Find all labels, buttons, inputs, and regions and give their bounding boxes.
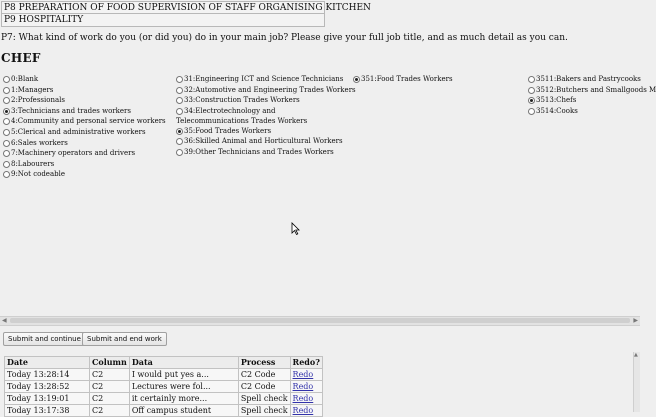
radio-icon[interactable] bbox=[176, 76, 183, 83]
option-label: 351:Food Trades Workers bbox=[361, 75, 453, 83]
redo-link[interactable]: Redo bbox=[292, 394, 314, 403]
cell-data: Lectures were fol... bbox=[129, 381, 238, 393]
scroll-left-icon[interactable]: ◀ bbox=[2, 317, 7, 324]
option-label: 3511:Bakers and Pastrycooks bbox=[536, 75, 641, 83]
radio-icon[interactable] bbox=[528, 87, 535, 94]
header-date: Date bbox=[5, 357, 90, 369]
option-item[interactable] bbox=[176, 85, 356, 96]
minor-group-options bbox=[353, 74, 523, 85]
option-item[interactable] bbox=[3, 138, 173, 149]
sub-major-group-options bbox=[176, 74, 356, 158]
option-label: 33:Construction Trades Workers bbox=[184, 96, 300, 105]
option-item[interactable] bbox=[176, 106, 346, 126]
header-process: Process bbox=[238, 357, 290, 369]
scroll-right-icon[interactable]: ▶ bbox=[633, 317, 638, 324]
cell-process: C2 Code bbox=[238, 369, 290, 381]
header-data: Data bbox=[129, 357, 238, 369]
radio-icon[interactable] bbox=[176, 87, 183, 94]
option-item[interactable] bbox=[176, 126, 346, 137]
option-item[interactable] bbox=[3, 169, 173, 180]
redo-link[interactable]: Redo bbox=[292, 406, 314, 415]
table-row bbox=[5, 381, 323, 393]
cell-date: Today 13:28:14 bbox=[5, 369, 90, 381]
major-group-options bbox=[3, 74, 173, 180]
radio-icon[interactable] bbox=[3, 129, 10, 136]
option-label: 36:Skilled Animal and Horticultural Workers bbox=[184, 137, 343, 146]
option-label: 8:Labourers bbox=[11, 159, 55, 168]
option-item[interactable] bbox=[176, 95, 346, 106]
radio-selected-icon[interactable] bbox=[528, 97, 535, 104]
cell-column: C2 bbox=[90, 405, 130, 417]
option-item[interactable] bbox=[3, 106, 173, 117]
option-label: 32:Automotive and Engineering Trades Workers bbox=[184, 85, 356, 94]
option-label: 3:Technicians and trades workers bbox=[11, 106, 131, 115]
cell-data: I would put yes a... bbox=[129, 369, 238, 381]
header-column: Column bbox=[90, 357, 130, 369]
radio-icon[interactable] bbox=[3, 140, 10, 147]
cell-data: Off campus student bbox=[129, 405, 238, 417]
scroll-thumb[interactable] bbox=[10, 318, 630, 323]
vertical-scrollbar[interactable] bbox=[633, 352, 640, 412]
option-label: 0:Blank bbox=[11, 75, 39, 83]
cell-date: Today 13:17:38 bbox=[5, 405, 90, 417]
option-label: 5:Clerical and administrative workers bbox=[11, 127, 146, 136]
radio-selected-icon[interactable] bbox=[176, 128, 183, 135]
answer-text: CHEF bbox=[1, 51, 41, 65]
option-item[interactable] bbox=[176, 147, 346, 158]
option-item[interactable] bbox=[3, 95, 173, 106]
cell-column: C2 bbox=[90, 369, 130, 381]
option-label: 6:Sales workers bbox=[11, 138, 68, 147]
cell-data: it certainly more... bbox=[129, 393, 238, 405]
option-label: 2:Professionals bbox=[11, 96, 65, 105]
table-row bbox=[5, 405, 323, 417]
option-label: 9:Not codeable bbox=[11, 170, 65, 179]
option-label: 35:Food Trades Workers bbox=[184, 126, 272, 135]
option-label: 39:Other Technicians and Trades Workers bbox=[184, 147, 334, 156]
horizontal-scrollbar[interactable] bbox=[0, 316, 640, 326]
radio-selected-icon[interactable] bbox=[3, 108, 10, 115]
cell-date: Today 13:19:01 bbox=[5, 393, 90, 405]
option-item[interactable] bbox=[353, 74, 523, 85]
redo-link[interactable]: Redo bbox=[292, 370, 314, 379]
cell-date: Today 13:28:52 bbox=[5, 381, 90, 393]
radio-icon[interactable] bbox=[176, 149, 183, 156]
header-redo: Redo? bbox=[290, 357, 322, 369]
table-row bbox=[5, 369, 323, 381]
cell-column: C2 bbox=[90, 381, 130, 393]
radio-selected-icon[interactable] bbox=[353, 76, 360, 83]
unit-group-options bbox=[528, 74, 656, 116]
option-label: 31:Engineering ICT and Science Technicians bbox=[184, 75, 344, 83]
option-label: 1:Managers bbox=[11, 85, 54, 94]
option-item[interactable] bbox=[3, 159, 173, 170]
cell-process: Spell check bbox=[238, 405, 290, 417]
question-text: P7: What kind of work do you (or did you) do in your main job? Please give your full job title, and as much detail as you can. bbox=[1, 33, 568, 43]
option-label: 3512:Butchers and Smallgoods M bbox=[536, 85, 656, 94]
redo-link[interactable]: Redo bbox=[292, 382, 314, 391]
option-label: 3514:Cooks bbox=[536, 106, 578, 115]
scroll-up-icon[interactable]: ▲ bbox=[634, 352, 638, 358]
option-label: 34:Electrotechnology and Telecommunications Trades Workers bbox=[176, 106, 308, 125]
option-item[interactable] bbox=[176, 74, 346, 85]
radio-icon[interactable] bbox=[3, 161, 10, 168]
cell-process: C2 Code bbox=[238, 381, 290, 393]
option-item[interactable] bbox=[176, 136, 346, 147]
option-item[interactable] bbox=[528, 106, 640, 117]
cell-column: C2 bbox=[90, 393, 130, 405]
option-item[interactable] bbox=[528, 74, 640, 85]
radio-icon[interactable] bbox=[176, 138, 183, 145]
radio-icon[interactable] bbox=[3, 118, 10, 125]
option-label: 3513:Chefs bbox=[536, 96, 577, 105]
radio-icon[interactable] bbox=[528, 76, 535, 83]
submit-continue-button[interactable]: Submit and continue bbox=[3, 332, 86, 346]
option-item[interactable] bbox=[3, 116, 173, 127]
radio-icon[interactable] bbox=[3, 150, 10, 157]
p8-field: P8 PREPARATION OF FOOD SUPERVISION OF STAFF ORGANISING KITCHEN bbox=[1, 1, 325, 15]
option-label: 4:Community and personal service workers bbox=[11, 117, 166, 126]
history-table bbox=[4, 356, 323, 417]
radio-icon[interactable] bbox=[176, 108, 183, 115]
radio-icon[interactable] bbox=[3, 97, 10, 104]
radio-icon[interactable] bbox=[176, 97, 183, 104]
radio-icon[interactable] bbox=[3, 87, 10, 94]
radio-icon[interactable] bbox=[3, 76, 10, 83]
option-item[interactable] bbox=[528, 85, 656, 96]
radio-icon[interactable] bbox=[3, 171, 10, 178]
option-item[interactable] bbox=[3, 148, 173, 159]
option-item[interactable] bbox=[528, 95, 640, 106]
cell-process: Spell check bbox=[238, 393, 290, 405]
option-label: 7:Machinery operators and drivers bbox=[11, 149, 136, 158]
submit-end-button[interactable]: Submit and end work bbox=[82, 332, 167, 346]
option-item[interactable] bbox=[3, 74, 173, 85]
table-row bbox=[5, 393, 323, 405]
option-item[interactable] bbox=[3, 127, 173, 138]
p9-field: P9 HOSPITALITY bbox=[1, 13, 325, 27]
option-item[interactable] bbox=[3, 85, 173, 96]
radio-icon[interactable] bbox=[528, 108, 535, 115]
